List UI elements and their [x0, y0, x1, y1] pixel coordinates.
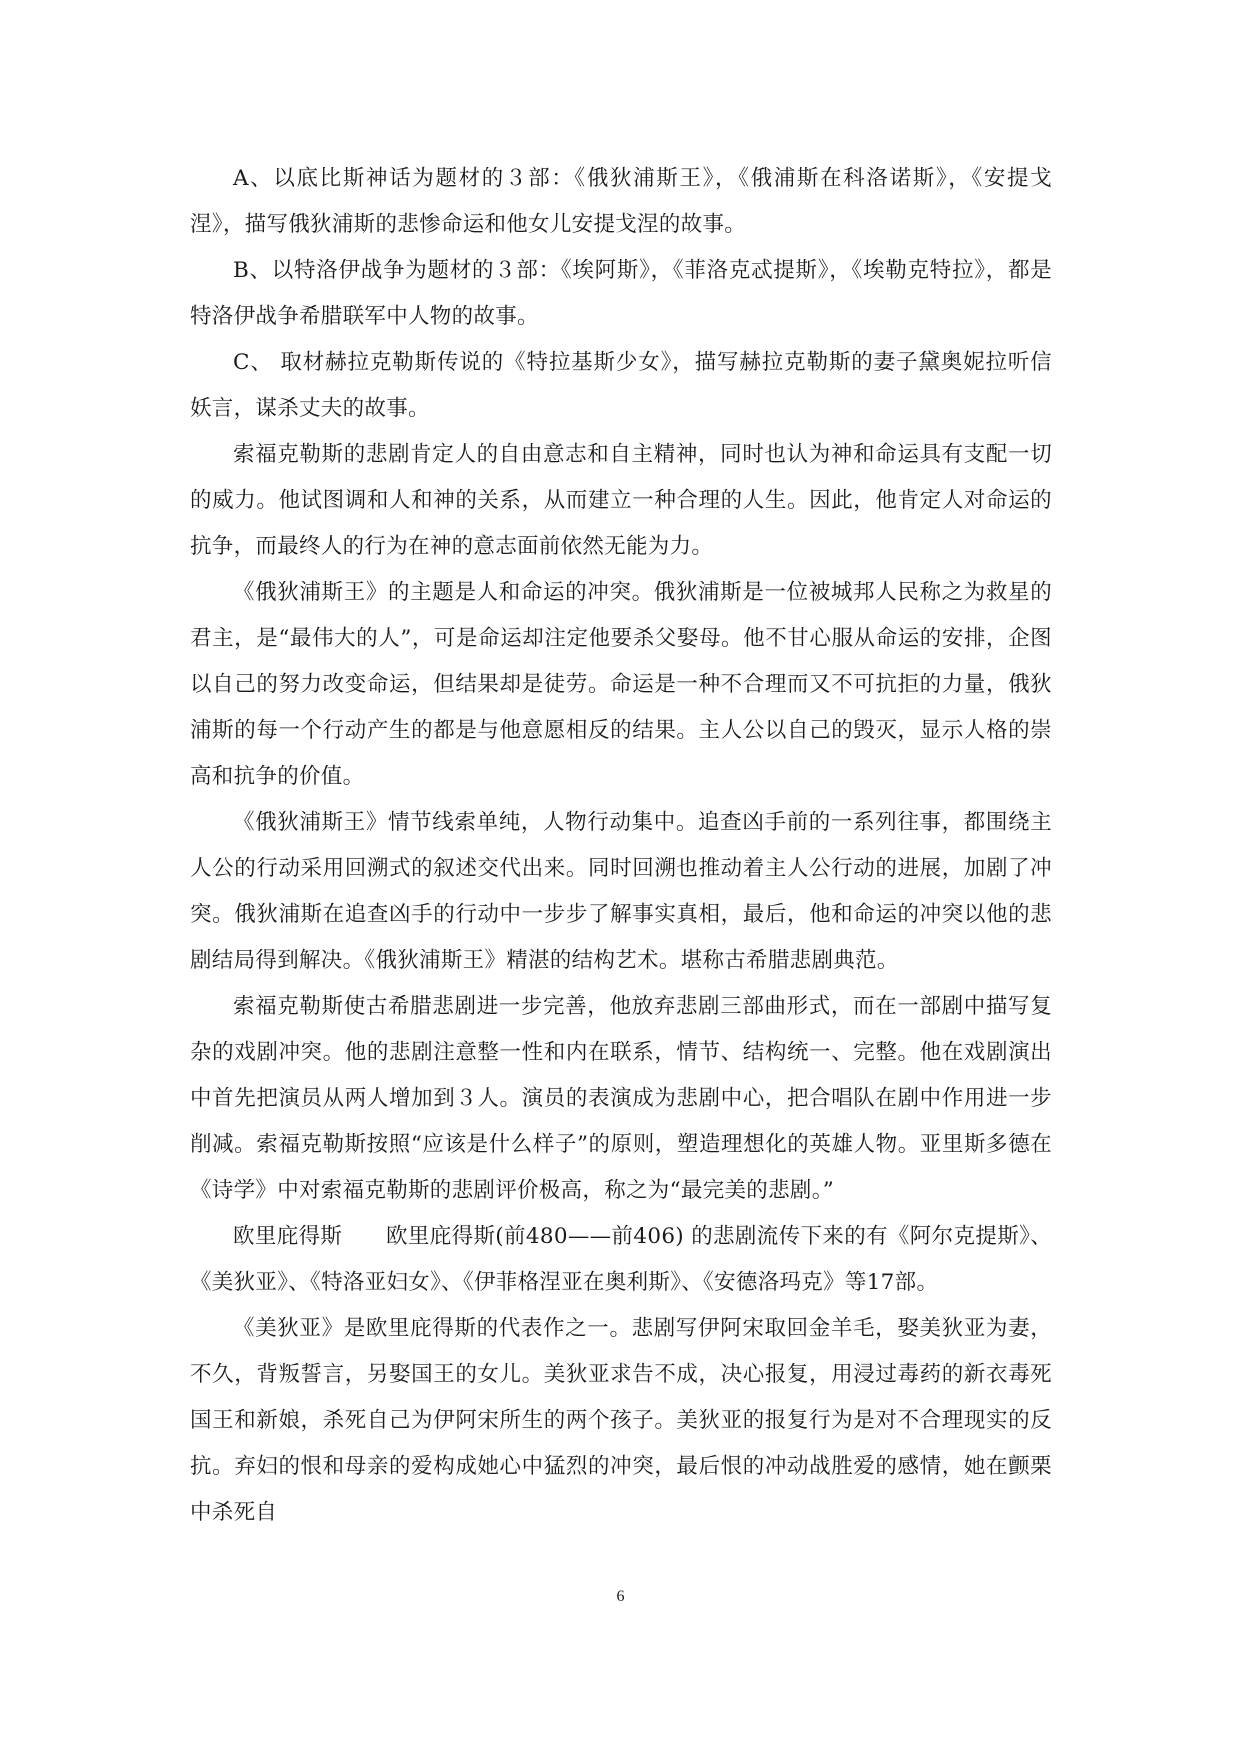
paragraph-oedipus-structure: 《俄狄浦斯王》情节线索单纯，人物行动集中。追查凶手前的一系列往事，都围绕主人公的行动采用回溯式的叙述交代出来。同时回溯也推动着主人公行动的进展，加剧了冲突。俄狄浦斯在追查凶手的行动中一步步了解事实真相，最后，他和命运的冲突以他的悲剧结局得到解决。《俄狄浦斯王》精湛的结构艺术。堪称古希腊悲剧典范。	[190, 810, 1052, 973]
paragraph-sophocles-themes: 索福克勒斯的悲剧肯定人的自由意志和自主精神，同时也认为神和命运具有支配一切的威力。他试图调和人和神的关系，从而建立一种合理的人生。因此，他肯定人对命运的抗争，而最终人的行为在神的意志面前依然无能为力。	[190, 442, 1052, 559]
paragraph-sophocles-contribution: 索福克勒斯使古希腊悲剧进一步完善，他放弃悲剧三部曲形式，而在一部剧中描写复杂的戏剧冲突。他的悲剧注意整一性和内在联系，情节、结构统一、完整。他在戏剧演出中首先把演员从两人增加到３人。演员的表演成为悲剧中心，把合唱队在剧中作用进一步削减。索福克勒斯按照“应该是什么样子”的原则，塑造理想化的英雄人物。亚里斯多德在《诗学》中对索福克勒斯的悲剧评价极高，称之为“最完美的悲剧。”	[190, 994, 1052, 1203]
paragraph-euripides-intro: 欧里庇得斯 欧里庇得斯(前480——前406) 的悲剧流传下来的有《阿尔克提斯》、《美狄亚》、《特洛亚妇女》、《伊菲格涅亚在奥利斯》、《安德洛玛克》等17部。	[190, 1224, 1052, 1295]
page-number: 6	[616, 1588, 625, 1605]
paragraph-heracles-play: C、 取材赫拉克勒斯传说的《特拉基斯少女》，描写赫拉克勒斯的妻子黛奥妮拉听信妖言，谋杀丈夫的故事。	[190, 350, 1052, 421]
paragraph-trojan-plays: B、以特洛伊战争为题材的３部：《埃阿斯》，《菲洛克忒提斯》，《埃勒克特拉》，都是特洛伊战争希腊联军中人物的故事。	[190, 258, 1052, 329]
paragraph-theban-plays: A、以底比斯神话为题材的３部：《俄狄浦斯王》，《俄浦斯在科洛诺斯》，《安提戈涅》，描写俄狄浦斯的悲惨命运和他女儿安提戈涅的故事。	[190, 166, 1052, 237]
paragraph-oedipus-theme: 《俄狄浦斯王》的主题是人和命运的冲突。俄狄浦斯是一位被城邦人民称之为救星的君主，是“最伟大的人”，可是命运却注定他要杀父娶母。他不甘心服从命运的安排，企图以自己的努力改变命运，但结果却是徒劳。命运是一种不合理而又不可抗拒的力量，俄狄浦斯的每一个行动产生的都是与他意愿相反的结果。主人公以自己的毁灭，显示人格的崇高和抗争的价值。	[190, 580, 1052, 789]
document-body	[190, 156, 1052, 1536]
paragraph-medea: 《美狄亚》是欧里庇得斯的代表作之一。悲剧写伊阿宋取回金羊毛，娶美狄亚为妻，不久，背叛誓言，另娶国王的女儿。美狄亚求告不成，决心报复，用浸过毒药的新衣毒死国王和新娘，杀死自己为伊阿宋所生的两个孩子。美狄亚的报复行为是对不合理现实的反抗。弃妇的恨和母亲的爱构成她心中猛烈的冲突，最后恨的冲动战胜爱的感情，她在颤栗中杀死自	[190, 1316, 1052, 1525]
